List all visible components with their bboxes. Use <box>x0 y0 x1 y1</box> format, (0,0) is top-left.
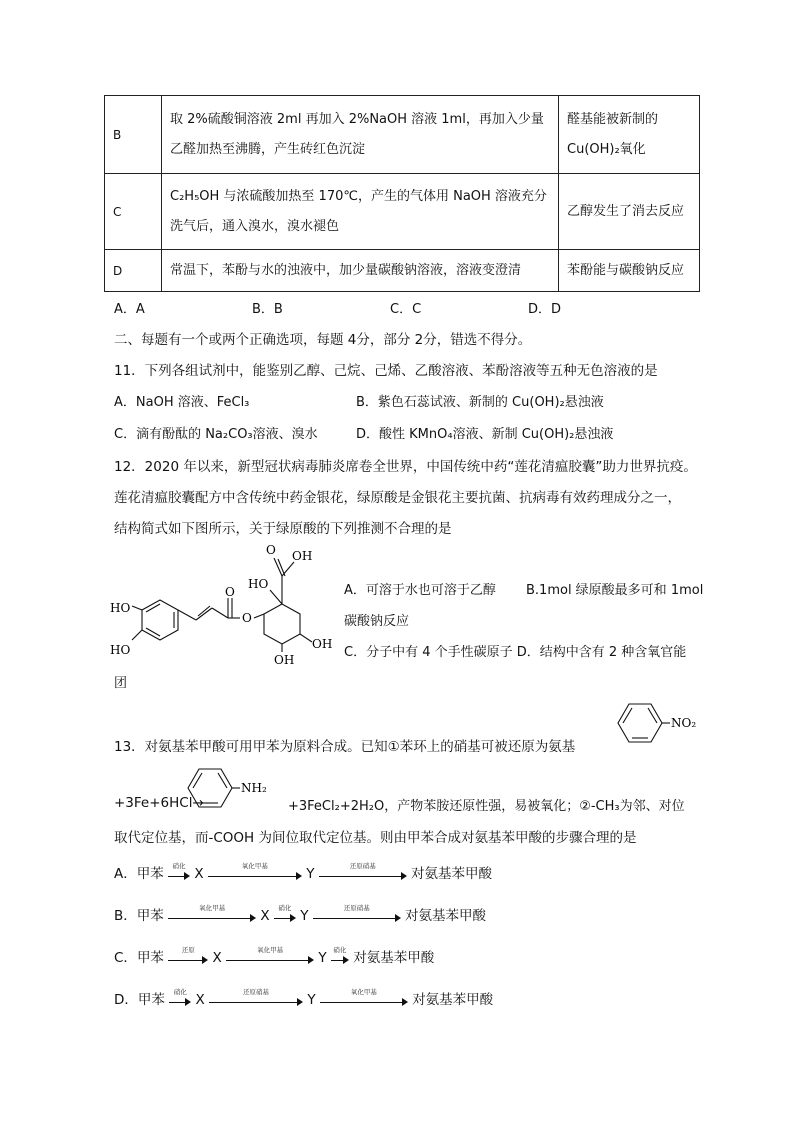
row-key: C <box>105 174 162 250</box>
arrow-label: 氧化甲基 <box>241 862 268 870</box>
q11-stem: 11．下列各组试剂中，能鉴别乙醇、己烷、己烯、乙酸溶液、苯酚溶液等五种无色溶液的是 <box>114 363 658 379</box>
reaction-arrow <box>320 988 408 1007</box>
q13-stem-line: +3FeCl₂+2H₂O，产物苯胺还原性强，易被氧化；②-CH₃为邻、对位 <box>288 799 685 814</box>
reaction-arrow <box>168 862 190 881</box>
intermediate-y: Y <box>307 992 316 1008</box>
q10-option-c[interactable]: C．C <box>390 302 422 317</box>
table-row <box>105 250 700 292</box>
atom-label: OH <box>312 637 333 651</box>
intermediate-x: X <box>260 908 270 924</box>
formula-label: NO₂ <box>671 716 697 730</box>
q13-stem-line: 13．对氨基苯甲酸可用甲苯为原料合成。已知①苯环上的硝基可被还原为氨基 <box>114 739 576 755</box>
arrow-label: 硝化 <box>173 988 187 996</box>
row-key: D <box>105 250 162 292</box>
intermediate-y: Y <box>306 866 315 882</box>
row-conclusion <box>559 96 700 174</box>
reactant: 甲苯 <box>136 866 164 882</box>
intermediate-x: X <box>195 992 205 1008</box>
product: 对氨基苯甲酸 <box>405 908 487 924</box>
q11-option-d[interactable]: D．酸性 KMnO₄溶液、新制 Cu(OH)₂悬浊液 <box>356 427 614 442</box>
reaction-arrow <box>274 904 296 923</box>
arrow-label: 硝化 <box>333 946 347 954</box>
method-line: C₂H₅OH 与浓硫酸加热至 170℃，产生的气体用 NaOH 溶液充分 <box>170 188 547 204</box>
q11-option-b[interactable]: B．紫色石蕊试液、新制的 Cu(OH)₂悬浊液 <box>356 395 604 410</box>
reaction-arrow <box>313 904 401 923</box>
intermediate-x: X <box>194 866 204 882</box>
q12-option-b-cont: 碳酸钠反应 <box>344 614 410 629</box>
q12-stem-line: 12．2020 年以来，新型冠状病毒肺炎席卷全世界，中国传统中药“莲花清瘟胶囊”助力世界抗疫。 <box>114 459 697 475</box>
conclusion-line: 醛基能被新制的 <box>567 111 659 127</box>
atom-label: O <box>242 611 252 625</box>
q13-stem-line: +3Fe+6HCl→ <box>114 795 204 811</box>
product: 对氨基苯甲酸 <box>353 950 435 966</box>
arrow-label: 硝化 <box>278 904 292 912</box>
q13-option-a[interactable] <box>114 862 492 882</box>
q13-option-d[interactable] <box>114 988 493 1008</box>
arrow-label: 还原 <box>181 946 195 954</box>
atom-label: O <box>266 543 276 557</box>
arrow-label: 氧化甲基 <box>199 904 226 912</box>
intermediate-y: Y <box>300 908 309 924</box>
atom-label: OH <box>274 653 295 666</box>
atom-label: HO <box>110 601 131 615</box>
intermediate-x: X <box>212 950 222 966</box>
reaction-arrow <box>168 946 208 965</box>
arrow-label: 氧化甲基 <box>257 946 284 954</box>
atom-label: OH <box>292 549 313 563</box>
chlorogenic-acid-structure <box>108 540 340 666</box>
reaction-arrow <box>331 946 349 965</box>
method-line: 乙醛加热至沸腾，产生砖红色沉淀 <box>170 141 366 157</box>
reaction-arrow <box>169 988 191 1007</box>
method-line: 取 2%硫酸铜溶液 2ml 再加入 2%NaOH 溶液 1ml，再加入少量 <box>170 111 544 127</box>
q13-stem-line: 取代定位基，而-COOH 为间位取代定位基。则由甲苯合成对氨基苯甲酸的步骤合理的是 <box>114 830 637 846</box>
q12-stem-line: 莲花清瘟胶囊配方中含传统中药金银花，绿原酸是金银花主要抗菌、抗病毒有效药理成分之一， <box>114 490 681 506</box>
q13-option-b[interactable] <box>114 904 486 924</box>
row-conclusion <box>559 174 700 250</box>
row-method <box>162 174 559 250</box>
arrow-label: 还原硝基 <box>343 904 370 912</box>
q10-option-d[interactable]: D．D <box>528 302 562 317</box>
q10-option-b[interactable]: B．B <box>252 302 283 317</box>
row-conclusion <box>559 250 700 292</box>
atom-label: HO <box>110 643 131 657</box>
reactant: 甲苯 <box>137 992 165 1008</box>
reaction-arrow <box>168 904 256 923</box>
nitrobenzene-structure <box>604 697 704 749</box>
experiment-table <box>104 95 700 292</box>
table-row <box>105 96 700 174</box>
formula-label: NH₂ <box>241 781 267 795</box>
reaction-arrow <box>226 946 314 965</box>
arrow-label: 氧化甲基 <box>350 988 377 996</box>
row-method <box>162 250 559 292</box>
option-letter: C． <box>114 950 137 966</box>
method-line: 洗气后，通入溴水，溴水褪色 <box>170 218 340 234</box>
reactant: 甲苯 <box>136 908 164 924</box>
option-letter: A． <box>114 866 137 882</box>
arrow-label: 硝化 <box>172 862 186 870</box>
q12-option-a[interactable]: A．可溶于水也可溶于乙醇 <box>344 583 496 598</box>
product: 对氨基苯甲酸 <box>411 866 493 882</box>
arrow-label: 还原硝基 <box>349 862 376 870</box>
reaction-arrow <box>319 862 407 881</box>
arrow-label: 还原硝基 <box>243 988 270 996</box>
intermediate-y: Y <box>318 950 327 966</box>
conclusion-line: Cu(OH)₂氧化 <box>567 141 646 157</box>
q12-option-cd[interactable]: C．分子中有 4 个手性碳原子 D．结构中含有 2 种含氧官能 <box>344 645 687 660</box>
option-letter: D． <box>114 992 138 1008</box>
q10-option-a[interactable]: A．A <box>114 302 145 317</box>
method-line: 常温下，苯酚与水的浊液中，加少量碳酸钠溶液，溶液变澄清 <box>170 262 522 278</box>
q12-stem-line: 结构简式如下图所示，关于绿原酸的下列推测不合理的是 <box>114 521 452 537</box>
row-key: B <box>105 96 162 174</box>
q12-option-b[interactable]: B.1mol 绿原酸最多可和 1mol <box>526 583 704 598</box>
q13-option-c[interactable] <box>114 946 434 966</box>
conclusion-line: 乙醇发生了消去反应 <box>567 203 685 219</box>
q11-option-a[interactable]: A．NaOH 溶液、FeCl₃ <box>114 395 250 410</box>
q11-option-c[interactable]: C．滴有酚酞的 Na₂CO₃溶液、溴水 <box>114 427 318 442</box>
q12-tail: 团 <box>114 676 128 691</box>
row-method <box>162 96 559 174</box>
option-letter: B． <box>114 908 137 924</box>
product: 对氨基苯甲酸 <box>412 992 494 1008</box>
atom-label: O <box>225 585 235 599</box>
section-heading: 二、每题有一个或两个正确选项，每题 4分，部分 2分，错选不得分。 <box>114 332 532 348</box>
reaction-arrow <box>208 862 302 881</box>
atom-label: HO <box>248 577 269 591</box>
table-row <box>105 174 700 250</box>
reaction-arrow <box>209 988 303 1007</box>
conclusion-line: 苯酚能与碳酸钠反应 <box>567 262 685 278</box>
reactant: 甲苯 <box>136 950 164 966</box>
